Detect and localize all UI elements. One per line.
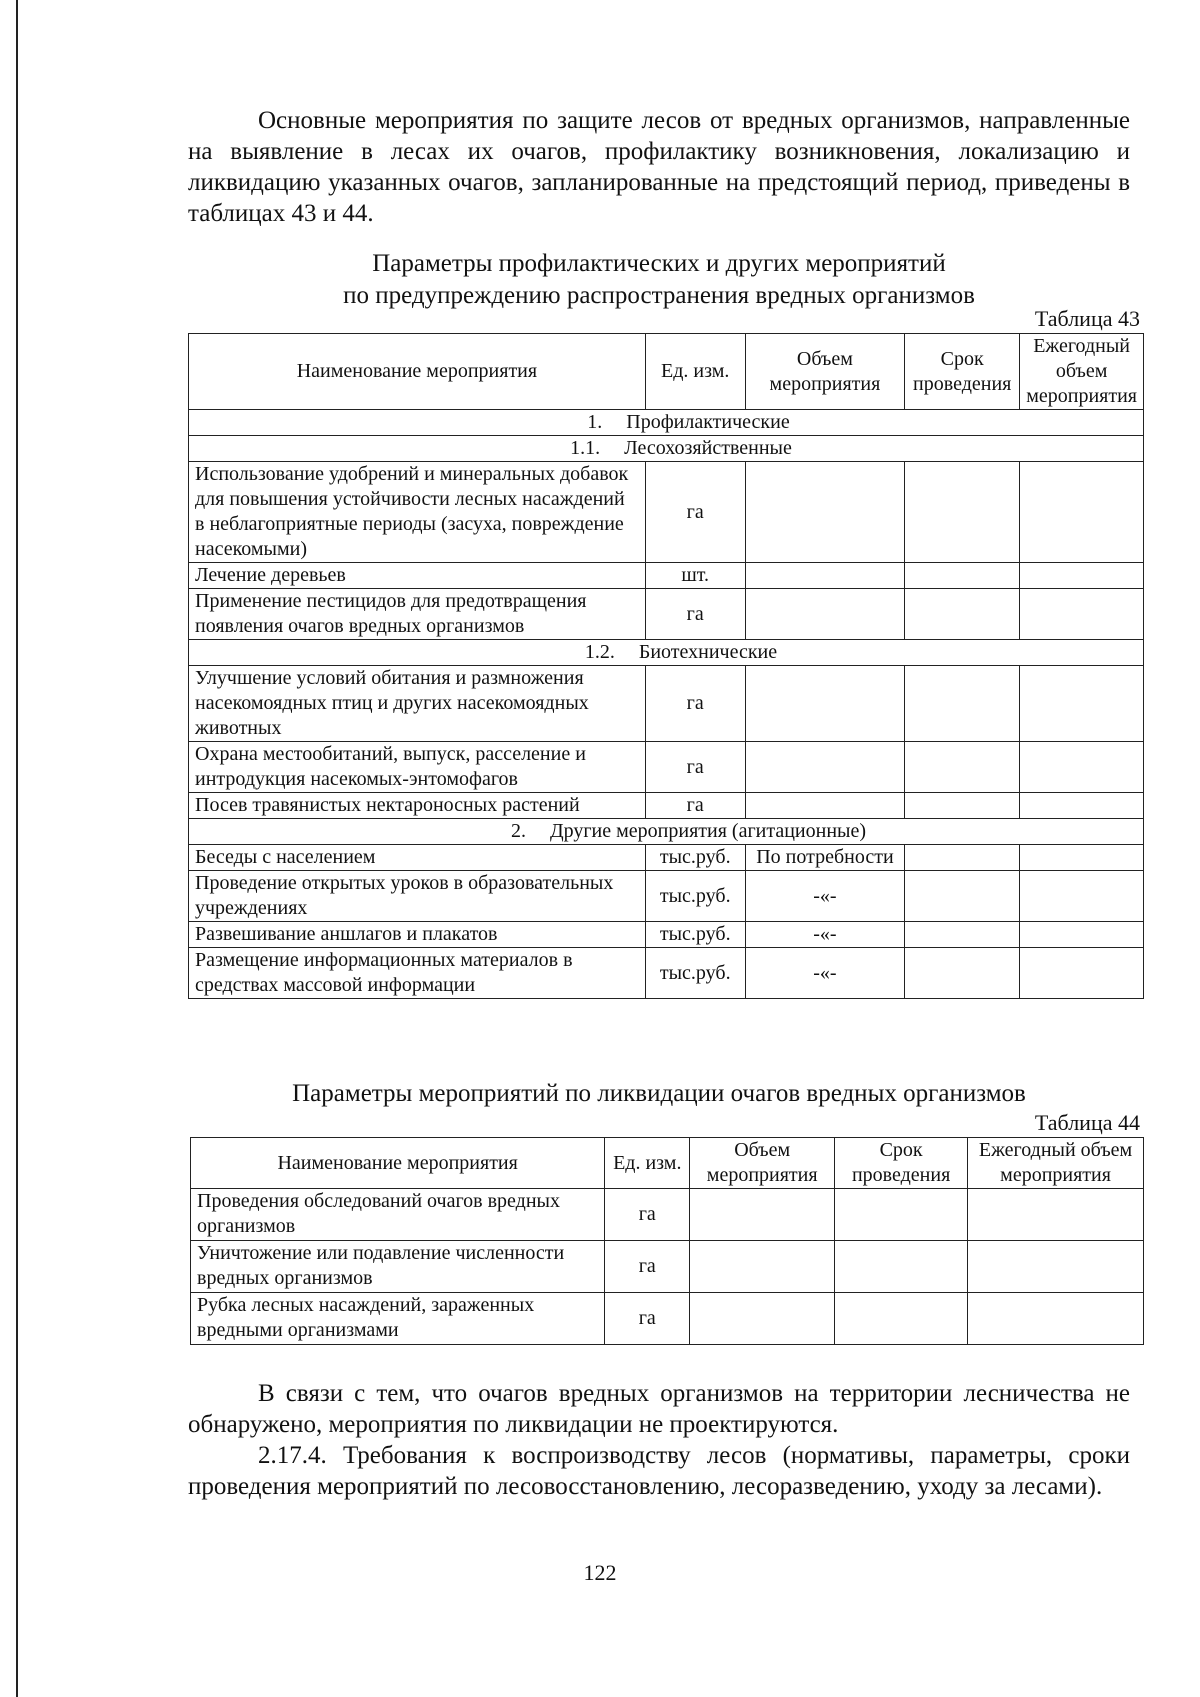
- row-name: Уничтожение или подавление численности вредных организмов: [191, 1241, 605, 1293]
- row-unit: га: [645, 666, 745, 742]
- row-annual: [1020, 666, 1144, 742]
- table44-caption: Параметры мероприятий по ликвидации очагов вредных организмов: [292, 1080, 1026, 1107]
- table43-header-name: Наименование мероприятия: [189, 334, 646, 410]
- row-unit: шт.: [645, 563, 745, 589]
- table44-header-annual: Ежегодный объем мероприятия: [968, 1138, 1144, 1189]
- row-unit: тыс.руб.: [645, 871, 745, 922]
- row-name: Развешивание аншлагов и плакатов: [189, 922, 646, 948]
- row-name: Лечение деревьев: [189, 563, 646, 589]
- binding-edge-line: [16, 0, 18, 1697]
- row-name: Применение пестицидов для предотвращения появления очагов вредных организмов: [189, 589, 646, 640]
- table43-header-annual: Ежегодный объем мероприятия: [1020, 334, 1144, 410]
- row-volume: [690, 1189, 835, 1241]
- section-number: 1.: [587, 411, 603, 433]
- row-name: Использование удобрений и минеральных добавок для повышения устойчивости лесных насаждений в неблагоприятные периоды (засуха, повреждение насекомыми): [189, 462, 646, 563]
- row-volume: -«-: [745, 922, 905, 948]
- row-name: Беседы с населением: [189, 845, 646, 871]
- row-unit: га: [605, 1241, 690, 1293]
- table-row: [189, 589, 1144, 640]
- row-annual: [1020, 589, 1144, 640]
- row-name: Улучшение условий обитания и размножения насекомоядных птиц и других насекомоядных животных: [189, 666, 646, 742]
- row-term: [835, 1241, 968, 1293]
- row-annual: [1020, 845, 1144, 871]
- table43-section-row: [189, 819, 1144, 845]
- row-annual: [1020, 462, 1144, 563]
- row-unit: га: [645, 462, 745, 563]
- conclusion-paragraph: В связи с тем, что очагов вредных организмов на территории лесничества не обнаружено, мероприятия по ликвидации не проектируются.: [188, 1380, 1130, 1438]
- row-term: [835, 1189, 968, 1241]
- row-unit: га: [645, 589, 745, 640]
- section-number: 2.: [510, 820, 526, 842]
- row-volume: [745, 589, 905, 640]
- row-annual: [1020, 563, 1144, 589]
- row-name: Размещение информационных материалов в средствах массовой информации: [189, 948, 646, 999]
- table-row: [191, 1241, 1144, 1293]
- row-unit: тыс.руб.: [645, 922, 745, 948]
- row-annual: [968, 1241, 1144, 1293]
- section-1: [189, 410, 1144, 436]
- row-unit: тыс.руб.: [645, 845, 745, 871]
- row-annual: [968, 1293, 1144, 1345]
- row-unit: га: [645, 742, 745, 793]
- row-volume: [745, 563, 905, 589]
- row-term: [905, 589, 1020, 640]
- table-row: [189, 563, 1144, 589]
- row-unit: га: [605, 1293, 690, 1345]
- section-title: Другие мероприятия (агитационные): [549, 820, 867, 842]
- row-name: Охрана местообитаний, выпуск, расселение и интродукция насекомых-энтомофагов: [189, 742, 646, 793]
- section-heading-paragraph: 2.17.4. Требования к воспроизводству лесов (нормативы, параметры, сроки проведения мероприятий по лесовосстановлению, лесоразведению, уходу за лесами).: [188, 1442, 1130, 1500]
- row-unit: га: [605, 1189, 690, 1241]
- table43-section-row: [189, 436, 1144, 462]
- table44: [190, 1137, 1144, 1345]
- table44-header-volume: Объем мероприятия: [690, 1138, 835, 1189]
- table43-section-row: [189, 640, 1144, 666]
- table43-label: Таблица 43: [1034, 306, 1140, 331]
- row-annual: [1020, 793, 1144, 819]
- table43-header-unit: Ед. изм.: [645, 334, 745, 410]
- section-number: 1.2.: [584, 641, 615, 663]
- table-row: [189, 871, 1144, 922]
- row-term: [905, 793, 1020, 819]
- row-volume: [690, 1241, 835, 1293]
- row-volume: [745, 462, 905, 563]
- row-term: [905, 871, 1020, 922]
- row-annual: [968, 1189, 1144, 1241]
- row-term: [905, 563, 1020, 589]
- row-name: Рубка лесных насаждений, зараженных вредными организмами: [191, 1293, 605, 1345]
- row-volume: [690, 1293, 835, 1345]
- section-1-2: [189, 640, 1144, 666]
- row-annual: [1020, 871, 1144, 922]
- table-row: [189, 845, 1144, 871]
- row-term: [835, 1293, 968, 1345]
- row-volume: -«-: [745, 948, 905, 999]
- table-row: [189, 462, 1144, 563]
- row-term: [905, 462, 1020, 563]
- table44-header-term: Срок проведения: [835, 1138, 968, 1189]
- row-term: [905, 742, 1020, 793]
- row-volume: [745, 793, 905, 819]
- table43-header-volume: Объем мероприятия: [745, 334, 905, 410]
- section-title: Профилактические: [626, 411, 790, 433]
- page-number: 122: [583, 1560, 617, 1585]
- section-2: [189, 819, 1144, 845]
- row-volume: [745, 666, 905, 742]
- table43-caption-line1: Параметры профилактических и других мероприятий: [372, 250, 946, 277]
- table-row: [189, 922, 1144, 948]
- table-row: [191, 1189, 1144, 1241]
- table43-section-row: [189, 410, 1144, 436]
- row-term: [905, 922, 1020, 948]
- table44-label: Таблица 44: [1034, 1110, 1140, 1135]
- row-volume: [745, 742, 905, 793]
- table43-header-term: Срок проведения: [905, 334, 1020, 410]
- row-annual: [1020, 922, 1144, 948]
- table-row: [189, 948, 1144, 999]
- row-unit: га: [645, 793, 745, 819]
- section-title: Лесохозяйственные: [624, 437, 792, 459]
- table43: [188, 333, 1144, 999]
- row-name: Проведение открытых уроков в образовательных учреждениях: [189, 871, 646, 922]
- row-volume: По потребности: [745, 845, 905, 871]
- table44-header-row: [191, 1138, 1144, 1189]
- section-1-1: [189, 436, 1144, 462]
- row-annual: [1020, 948, 1144, 999]
- table44-header-name: Наименование мероприятия: [191, 1138, 605, 1189]
- table-row: [189, 793, 1144, 819]
- table43-caption-line2: по предупреждению распространения вредных организмов: [343, 282, 975, 309]
- row-unit: тыс.руб.: [645, 948, 745, 999]
- row-term: [905, 666, 1020, 742]
- row-name: Посев травянистых нектароносных растений: [189, 793, 646, 819]
- row-term: [905, 948, 1020, 999]
- section-number: 1.1.: [570, 437, 601, 459]
- intro-paragraph: Основные мероприятия по защите лесов от вредных организмов, направленные на выявление в лесах их очагов, профилактику возникновения, локализацию и ликвидацию указанных очагов, запланированные на предстоящий период, приведены в таблицах 43 и 44.: [188, 107, 1130, 227]
- section-title: Биотехнические: [638, 641, 778, 663]
- row-name: Проведения обследований очагов вредных организмов: [191, 1189, 605, 1241]
- table43-header-row: [189, 334, 1144, 410]
- table44-header-unit: Ед. изм.: [605, 1138, 690, 1189]
- table-row: [191, 1293, 1144, 1345]
- row-term: [905, 845, 1020, 871]
- row-volume: -«-: [745, 871, 905, 922]
- row-annual: [1020, 742, 1144, 793]
- table-row: [189, 742, 1144, 793]
- table-row: [189, 666, 1144, 742]
